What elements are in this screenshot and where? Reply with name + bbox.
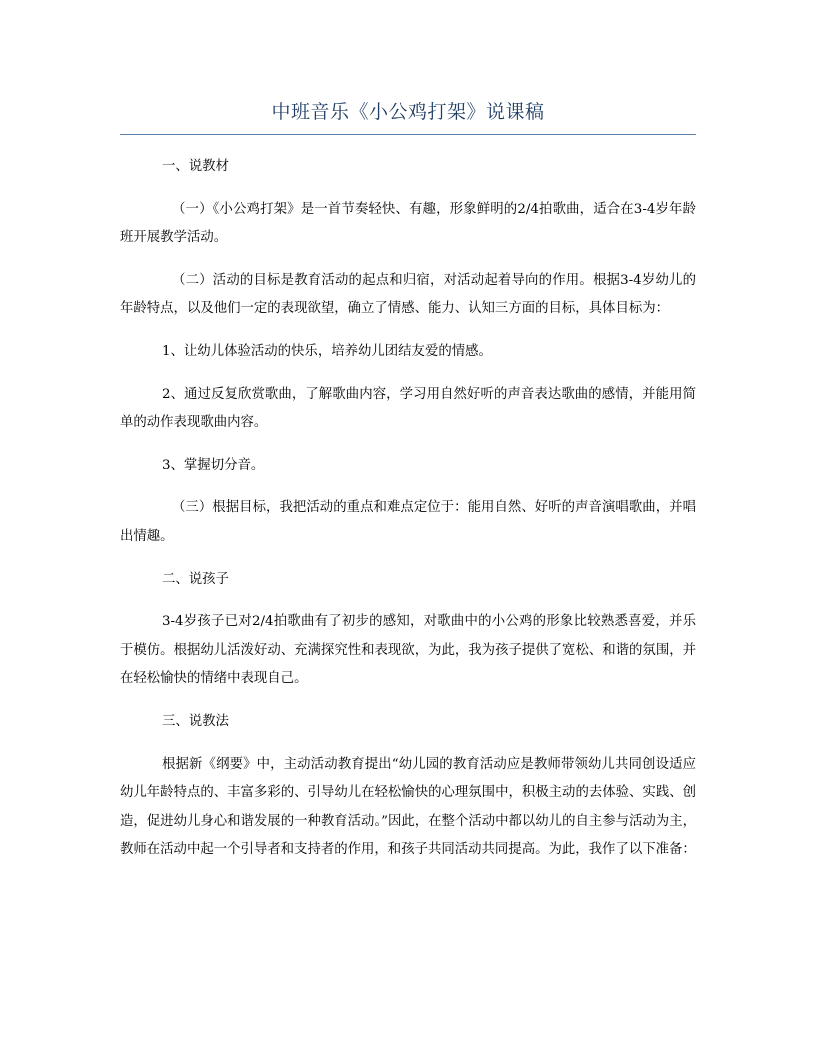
goal-item-2: 2、通过反复欣赏歌曲，了解歌曲内容，学习用自然好听的声音表达歌曲的感情，并能用简单的动作表现歌曲内容。 (120, 386, 696, 431)
paragraph-textbook-intro: （一）《小公鸡打架》是一首节奏轻快、有趣，形象鲜明的2/4拍歌曲，适合在3-4岁年龄班开展教学活动。 (120, 201, 696, 246)
paragraph-key-points: （三）根据目标，我把活动的重点和难点定位于：能用自然、好听的声音演唱歌曲，并唱出情趣。 (120, 500, 696, 544)
paragraph-activity-goals: （二）活动的目标是教育活动的起点和归宿，对活动起着导向的作用。根据3-4岁幼儿的年龄特点，以及他们一定的表现欲望，确立了情感、能力、认知三方面的目标，具体目标为： (120, 272, 696, 317)
section-heading-children: 二、说孩子 (162, 571, 229, 587)
paragraph-children: 3-4岁孩子已对2/4拍歌曲有了初步的感知，对歌曲中的小公鸡的形象比较熟悉喜爱，并乐于模仿。根据幼儿活泼好动、充满探究性和表现欲，为此，我为孩子提供了宽松、和谐的氛围，并在轻松愉快的情绪中表现自己。 (120, 614, 696, 687)
document-title: 中班音乐《小公鸡打架》说课稿 (271, 101, 545, 123)
paragraph-teaching-method: 根据新《纲要》中，主动活动教育提出“幼儿园的教育活动应是教师带领幼儿共同创设适应幼儿年龄特点的、丰富多彩的、引导幼儿在轻松愉快的心理氛围中，积极主动的去体验、实践、创造，促进幼儿身心和谐发展的一种教育活动。”因此，在整个活动中都以幼儿的自主参与活动为主，教师在活动中起一个引导者和支持者的作用，和孩子共同活动共同提高。为此，我作了以下准备： (120, 756, 696, 858)
title-underline (120, 134, 696, 135)
document-body (120, 153, 696, 879)
goal-item-3: 3、掌握切分音。 (162, 457, 265, 473)
section-heading-textbook: 一、说教材 (162, 159, 229, 174)
goal-item-1: 1、让幼儿体验活动的快乐，培养幼儿团结友爱的情感。 (162, 343, 492, 359)
section-heading-teaching-method: 三、说教法 (162, 713, 229, 729)
